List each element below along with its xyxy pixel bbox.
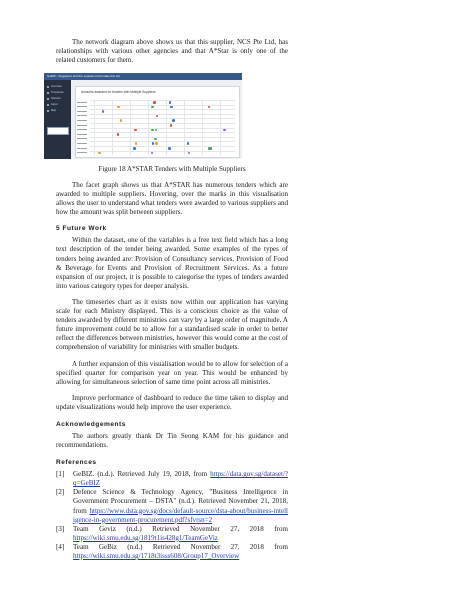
- reference-item: [1] GeBIZ. (n.d.). Retrieved July 19, 2018, from https://data.gov.sg/dataset/?q=GeBIZ: [56, 470, 288, 488]
- figure-chart-panel: [75, 86, 240, 158]
- figure-sidebar: [44, 80, 71, 159]
- facet-gridline: [90, 141, 235, 142]
- facet-paragraph: The facet graph shows us that A*STAR has numerous tenders which are awarded to multiple suppliers. Hovering, over the marks in this visualisation allows the user to understand what tenders were awarded to various suppliers and how the amount was split between suppliers.: [56, 181, 288, 217]
- facet-mark: [98, 152, 101, 155]
- figure-nav-item: Network: [47, 97, 65, 100]
- figure-nav-item: Map: [47, 109, 65, 112]
- nav-icon: [47, 98, 49, 100]
- reference-link[interactable]: https://data.gov.sg/dataset/?q=GeBIZ: [73, 470, 288, 488]
- facet-mark: [172, 119, 175, 122]
- reference-item: [3] Team Geviz (n.d.) Retrieved November 27, 2018 from https://wiki.smu.edu.sg/1819t1is428g1/TeamGeViz: [56, 524, 288, 542]
- acknowledgements-text: The authors greatly thank Dr Tin Seong KAM for his guidance and recommendations.: [56, 431, 288, 450]
- reference-item: [2] Defence Science & Technology Agency, "Business Intelligence in Government Procurement – DSTA" (n.d.). Retrieved November 21, 2018, from https://www.dsta.gov.sg/docs/default-source/dsta-about/business-intelligence-in-government-procurement.pdf?sfvrsn=2: [56, 488, 288, 524]
- facet-gridline: [90, 100, 235, 101]
- facet-mark: [153, 101, 156, 104]
- future-work-paragraph-2: The timeseries chart as it exists now within our application has varying scale for each Ministry displayed. This is a conscious choice as the value of tenders awarded by different ministries can vary by a large order of magnitude. A future improvement could be to allow for a standardised scale in order to better reflect the differences between ministries, however this would come at the cost of comprehension of variability for ministries with smaller budgets.: [56, 297, 288, 352]
- figure-app-header: [44, 73, 242, 80]
- nav-icon: [47, 92, 49, 94]
- facet-gridline: [90, 137, 235, 138]
- facet-mark: [133, 147, 136, 150]
- facet-gridline: [90, 151, 235, 152]
- reference-link[interactable]: https://wiki.smu.edu.sg/1819t1is428g1/TeamGeViz: [73, 533, 218, 542]
- facet-row-label: [77, 143, 87, 144]
- facet-mark: [155, 129, 158, 132]
- facet-row-label: [77, 152, 87, 153]
- figure-nav-item: Timeseries: [47, 91, 65, 94]
- facet-row-label: [77, 111, 87, 112]
- body-column: [56, 181, 288, 561]
- facet-gridline: [90, 123, 235, 124]
- facet-row-label: [77, 134, 87, 135]
- nav-icon: [47, 104, 49, 106]
- figure-caption-block: [56, 165, 288, 174]
- facet-row-label: [77, 129, 87, 130]
- facet-mark: [117, 133, 120, 136]
- facet-mark: [223, 129, 226, 132]
- facet-mark: [135, 142, 138, 145]
- facet-gridline: [90, 132, 235, 133]
- figure-select-box: [47, 127, 69, 135]
- figure-chart-title: Amounts awarded for tenders with Multiple Suppliers: [81, 90, 156, 94]
- facet-mark: [151, 152, 154, 155]
- reference-link[interactable]: https://www.dsta.gov.sg/docs/default-source/dsta-about/business-intelligence-in-government-procurement.pdf?sfvrsn=2: [73, 506, 288, 524]
- intro-paragraph: The network diagram above shows us that this supplier, NCS Pte Ltd, has relationships with various other agencies and that A*Star is only one of the related customers for them.: [56, 38, 288, 65]
- facet-row-label: [77, 115, 87, 116]
- future-work-paragraph-3: A further expansion of this visualisation would be to allow for selection of a specified quarter for comparison year on year. This would be enhanced by allowing for simultaneous selection of same time point across all ministries.: [56, 359, 288, 386]
- figure-18-screenshot: [44, 73, 242, 159]
- figure-app-title: GeBIZ - Singapore and the suppliers that make this list: [47, 74, 120, 78]
- facet-row-label: [77, 148, 87, 149]
- facet-mark: [152, 142, 155, 145]
- figure-nav-item: Facet: [47, 103, 65, 106]
- facet-gridline: [90, 109, 235, 110]
- facet-gridline: [90, 105, 235, 106]
- references-heading: References: [56, 459, 97, 467]
- facet-row-label: [77, 125, 87, 126]
- acknowledgements-heading: Acknowledgements: [56, 420, 126, 428]
- facet-row-label: [77, 138, 87, 139]
- facet-mark: [151, 129, 154, 132]
- nav-icon: [47, 86, 49, 88]
- future-work-paragraph-1: Within the dataset, one of the variables is a free text field which has a long text description of the tender being awarded. Some examples of the types of tenders being awarded are: Provision of Consultancy services, Provision of Food & Beverage for Events and Provision of Recruitment Services. As a future expansion of our project, it is possible to categorise the types of tenders awarded into various category types for deeper analysis.: [56, 236, 288, 290]
- facet-mark: [169, 101, 172, 104]
- facet-mark: [134, 129, 137, 132]
- facet-mark: [151, 106, 154, 109]
- facet-mark: [154, 138, 157, 141]
- reference-link[interactable]: https://wiki.smu.edu.sg/1718t3isss608/Group17_Overview: [73, 552, 240, 560]
- facet-gridline: [90, 118, 235, 119]
- facet-row-label: [77, 106, 87, 107]
- facet-row-label: [77, 120, 87, 121]
- facet-row-label: [77, 102, 87, 103]
- figure-nav-item: Overview: [47, 85, 65, 88]
- nav-icon: [47, 110, 49, 112]
- intro-paragraph-block: [56, 38, 288, 65]
- facet-mark: [170, 106, 173, 109]
- facet-mark: [168, 147, 171, 150]
- facet-mark: [117, 106, 120, 109]
- figure-caption: Figure 18 A*STAR Tenders with Multiple Suppliers: [98, 165, 246, 173]
- section-5-heading: 5 Future Work: [56, 225, 107, 233]
- facet-mark: [102, 110, 105, 113]
- facet-mark: [208, 147, 211, 150]
- facet-gridline: [90, 128, 235, 129]
- future-work-paragraph-4: Improve performance of dashboard to reduce the time taken to display and update visualizations would help improve the user experience.: [56, 393, 288, 411]
- facet-gridline: [90, 146, 235, 147]
- reference-item: [4] Team GeBiz (n.d.) Retrieved November 27, 2018 from https://wiki.smu.edu.sg/1718t3isss608/Group17_Overview: [56, 542, 288, 560]
- facet-mark: [155, 142, 158, 145]
- facet-gridline: [90, 114, 235, 115]
